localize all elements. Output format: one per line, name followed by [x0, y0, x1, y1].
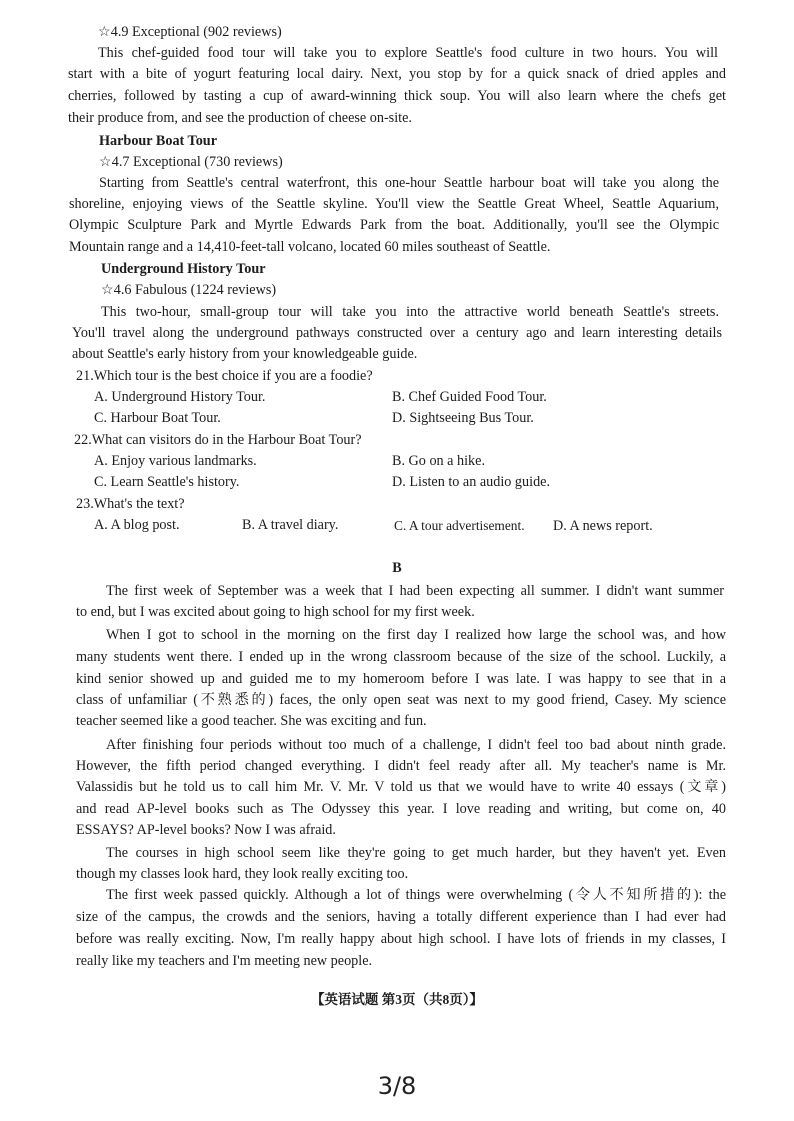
- tour3-name: Underground History Tour: [101, 261, 266, 277]
- tour2-rating: ☆4.7 Exceptional (730 reviews): [99, 154, 283, 170]
- question-21-stem: 21.Which tour is the best choice if you are a foodie?: [76, 368, 373, 384]
- passage-b-line-17: before was really exciting. Now, I'm really happy about high school. I have lots of friends in my classes, I: [76, 931, 726, 947]
- tour3-rating: ☆4.6 Fabulous (1224 reviews): [101, 282, 277, 298]
- passage-b-line-16: size of the campus, the crowds and the seniors, having a totally different experience than I had ever had: [76, 909, 726, 925]
- tour2-line-4: Mountain range and a 14,410-feet-tall volcano, located 60 miles southeast of Seattle.: [69, 239, 551, 255]
- tour1-line-3: cherries, followed by tasting a cup of award-winning thick soup. You will also learn where the chefs get: [68, 88, 726, 104]
- tour2-line-2: shoreline, enjoying views of the Seattle skyline. You'll view the Seattle Great Wheel, Seattle Aquarium,: [69, 196, 719, 212]
- question-22-option-d: D. Listen to an audio guide.: [392, 474, 551, 490]
- question-23-option-c: C. A tour advertisement.: [394, 518, 525, 533]
- tour2-line-1: Starting from Seattle's central waterfront, this one-hour Seattle harbour boat will take you along the: [99, 175, 719, 191]
- question-21-option-b: B. Chef Guided Food Tour.: [392, 389, 547, 405]
- passage-b-line-18: really like my teachers and I'm meeting new people.: [76, 953, 373, 969]
- passage-b-line-14: though my classes look hard, they look really exciting too.: [76, 866, 409, 882]
- exam-footer-label: 【英语试题 第3页（共8页）】: [310, 992, 484, 1007]
- question-23-option-a: A. A blog post.: [94, 517, 180, 533]
- passage-b-line-7: teacher seemed like a good teacher. She was exciting and fun.: [76, 713, 427, 729]
- passage-b-line-10: Valassidis but he told us to call him Mr. V. Mr. V told us that we would have to write 40 essays (文章): [76, 779, 726, 795]
- question-23-stem: 23.What's the text?: [76, 496, 185, 512]
- question-23-option-d: D. A news report.: [553, 518, 653, 534]
- section-b-heading: B: [392, 560, 402, 576]
- tour1-line-2: start with a bite of yogurt featuring local dairy. Next, you stop by for a quick snack of dried apples and: [68, 66, 726, 82]
- page-number: 3/8: [377, 1072, 417, 1100]
- passage-b-line-8: After finishing four periods without too much of a challenge, I didn't feel too bad about ninth grade.: [106, 737, 726, 753]
- passage-b-line-5: kind senior showed up and guided me to my homeroom before I was late. I was happy to see that in a: [76, 671, 726, 687]
- passage-b-line-4: many students went there. I ended up in the wrong classroom because of the size of the school. Luckily, a: [76, 649, 726, 665]
- passage-b-line-3: When I got to school in the morning on the first day I realized how large the school was, and how: [106, 627, 726, 643]
- tour3-line-1: This two-hour, small-group tour will take you into the attractive world beneath Seattle's streets.: [101, 304, 719, 320]
- question-23-option-b: B. A travel diary.: [242, 517, 339, 533]
- tour3-line-3: about Seattle's early history from your knowledgeable guide.: [72, 346, 418, 362]
- tour2-line-3: Olympic Sculpture Park and Myrtle Edwards Park from the boat. Additionally, you'll see the Olympic: [69, 217, 719, 233]
- question-22-option-a: A. Enjoy various landmarks.: [94, 453, 257, 469]
- question-21-option-a: A. Underground History Tour.: [94, 389, 266, 405]
- passage-b-line-2: to end, but I was excited about going to high school for my first week.: [76, 604, 475, 620]
- passage-b-line-6: class of unfamiliar (不熟悉的) faces, the only open seat was next to my good friend, Casey. My science: [76, 692, 726, 708]
- question-22-option-c: C. Learn Seattle's history.: [94, 474, 240, 490]
- passage-b-line-13: The courses in high school seem like they're going to get much harder, but they haven't yet. Even: [106, 845, 726, 861]
- passage-b-line-11: and read AP-level books such as The Odyssey this year. I love reading and writing, but come on, 40: [76, 801, 726, 817]
- tour3-line-2: You'll travel along the underground pathways constructed over a century ago and learn interesting details: [72, 325, 722, 341]
- tour1-line-1: This chef-guided food tour will take you to explore Seattle's food culture in two hours. You will: [98, 45, 718, 61]
- passage-b-line-15: The first week passed quickly. Although a lot of things were overwhelming (令人不知所措的): the: [106, 887, 726, 903]
- tour1-rating: ☆4.9 Exceptional (902 reviews): [98, 24, 282, 40]
- question-21-option-c: C. Harbour Boat Tour.: [94, 410, 221, 426]
- passage-b-line-9: However, the fifth period changed everything. I didn't feel ready after all. My teacher's name is Mr.: [76, 758, 726, 774]
- tour1-line-4: their produce from, and see the production of cheese on-site.: [68, 110, 412, 126]
- question-22-option-b: B. Go on a hike.: [392, 453, 485, 469]
- passage-b-line-1: The first week of September was a week that I had been expecting all summer. I didn't want summer: [106, 583, 724, 599]
- tour2-name: Harbour Boat Tour: [99, 133, 217, 149]
- question-21-option-d: D. Sightseeing Bus Tour.: [392, 410, 534, 426]
- question-22-stem: 22.What can visitors do in the Harbour Boat Tour?: [74, 432, 362, 448]
- passage-b-line-12: ESSAYS? AP-level books? Now I was afraid.: [76, 822, 336, 838]
